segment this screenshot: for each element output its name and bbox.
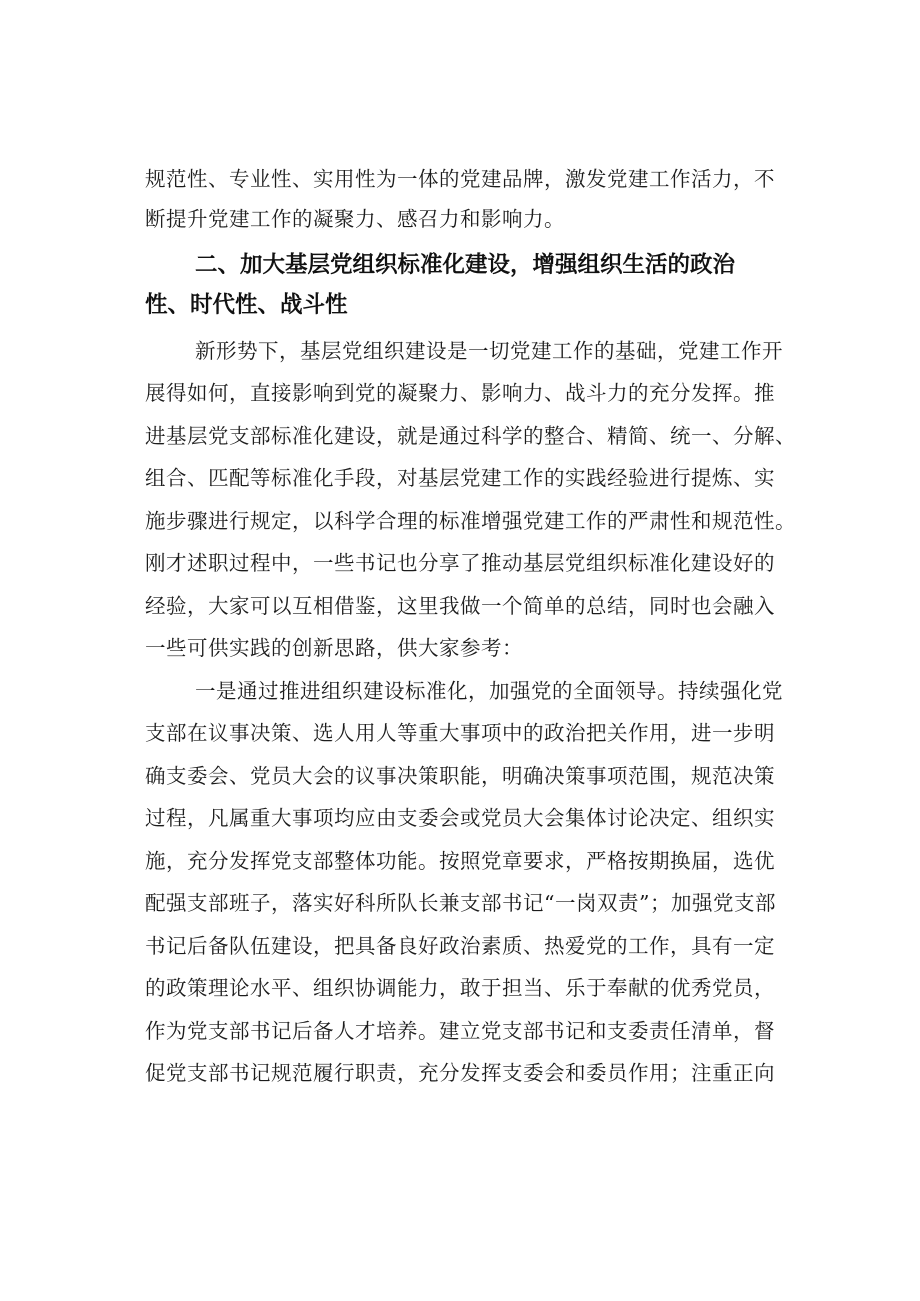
section-heading-line: 二、加大基层党组织标准化建设，增强组织生活的政治 [195, 252, 736, 278]
paragraph-line: 刚才述职过程中，一些书记也分享了推动基层党组织标准化建设好的 [145, 551, 775, 575]
paragraph-line: 施步骤进行规定，以科学合理的标准增强党建工作的严肃性和规范性。 [145, 509, 796, 533]
intro-line: 断提升党建工作的凝聚力、感召力和影响力。 [145, 207, 565, 231]
paragraph-line: 新形势下，基层党组织建设是一切党建工作的基础，党建工作开 [195, 339, 783, 363]
paragraph-line: 组合、匹配等标准化手段，对基层党建工作的实践经验进行提炼、实 [145, 466, 775, 490]
paragraph-line: 进基层党支部标准化建设，就是通过科学的整合、精简、统一、分解、 [145, 424, 796, 448]
paragraph-line: 促党支部书记规范履行职责，充分发挥支委会和委员作用；注重正向 [145, 1061, 775, 1085]
paragraph-line: 展得如何，直接影响到党的凝聚力、影响力、战斗力的充分发挥。推 [145, 381, 775, 405]
paragraph-line: 确支委会、党员大会的议事决策职能，明确决策事项范围，规范决策 [145, 764, 775, 788]
paragraph-line: 作为党支部书记后备人才培养。建立党支部书记和支委责任清单，督 [145, 1019, 775, 1043]
paragraph-line: 一些可供实践的创新思路，供大家参考： [145, 636, 523, 660]
paragraph-line: 的政策理论水平、组织协调能力，敢于担当、乐于奉献的优秀党员， [145, 976, 775, 1000]
paragraph-line: 一是通过推进组织建设标准化，加强党的全面领导。持续强化党 [195, 679, 783, 703]
paragraph-line: 经验，大家可以互相借鉴，这里我做一个简单的总结，同时也会融入 [145, 594, 775, 618]
section-heading-line: 性、时代性、战斗性 [145, 292, 348, 318]
paragraph-line: 书记后备队伍建设，把具备良好政治素质、热爱党的工作，具有一定 [145, 934, 775, 958]
paragraph-line: 过程，凡属重大事项均应由支委会或党员大会集体讨论决定、组织实 [145, 806, 775, 830]
paragraph-line: 施，充分发挥党支部整体功能。按照党章要求，严格按期换届，选优 [145, 849, 775, 873]
paragraph-line: 配强支部班子，落实好科所队长兼支部书记“一岗双责”；加强党支部 [145, 891, 776, 915]
intro-line: 规范性、专业性、实用性为一体的党建品牌，激发党建工作活力，不 [145, 167, 775, 191]
paragraph-line: 支部在议事决策、选人用人等重大事项中的政治把关作用，进一步明 [145, 721, 775, 745]
